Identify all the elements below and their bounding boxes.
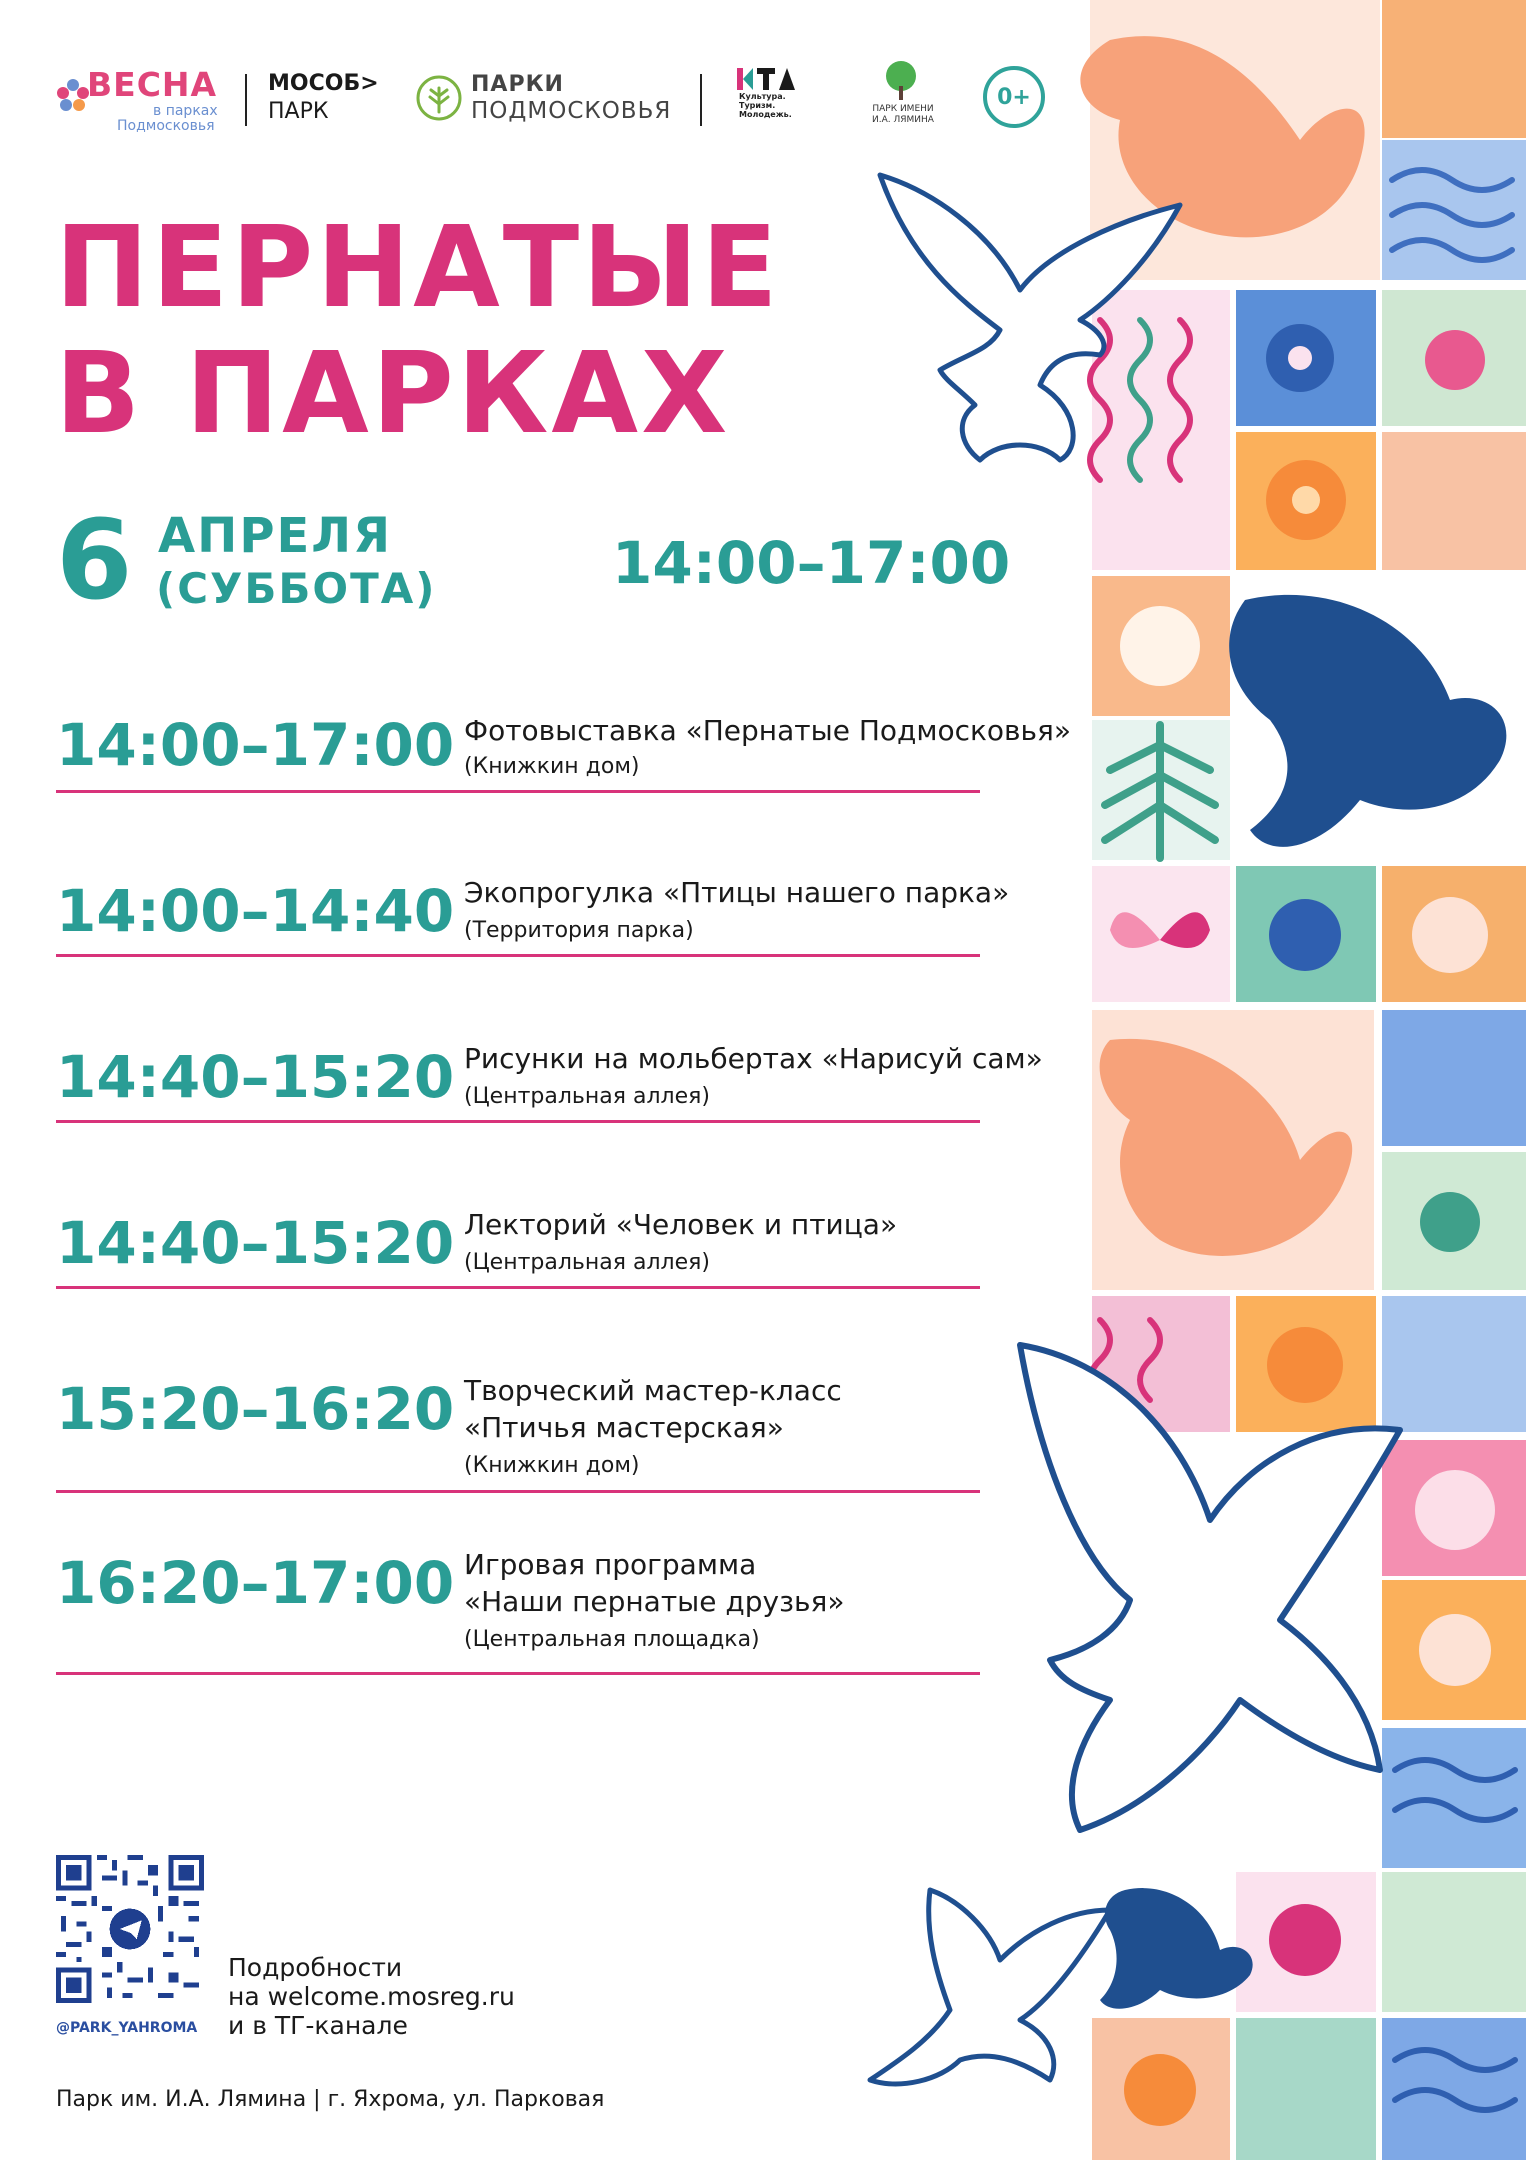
schedule-divider [56, 954, 980, 957]
outline-dove-upper [880, 175, 1180, 460]
vesna-subtitle-1: в парках [153, 103, 218, 119]
schedule-name: Творческий мастер-класс [464, 1374, 842, 1407]
peach-dove-lower [1100, 1039, 1353, 1256]
qr-code[interactable] [56, 1855, 204, 2003]
ktm-mark-icon [737, 66, 801, 92]
schedule-place: (Центральная аллея) [464, 1250, 710, 1275]
ktm-line-2: Туризм. [739, 101, 776, 110]
parki-podmoskovya-logo [415, 68, 685, 128]
mosobpark-line-2: ПАРК [268, 99, 329, 124]
lyamin-line-1: ПАРК ИМЕНИ [872, 104, 934, 114]
vesna-subtitle-2: Подмосковья [117, 118, 215, 134]
lyamin-line-2: И.А. ЛЯМИНА [872, 115, 934, 125]
schedule-time: 16:20–17:00 [56, 1549, 455, 1617]
venue-address: Парк им. И.А. Лямина | г. Яхрома, ул. Парковая [56, 2087, 605, 2112]
navy-dove-middle [1229, 595, 1506, 847]
schedule-name: «Наши пернатые друзья» [464, 1585, 845, 1618]
ktm-line-3: Молодежь. [739, 110, 792, 119]
schedule-place: (Территория парка) [464, 918, 694, 943]
peach-dove-top [1080, 36, 1364, 237]
partner-logos [55, 60, 1065, 135]
culture-tourism-logo [737, 66, 807, 126]
details-line-1: Подробности [228, 1953, 403, 1982]
date-month: АПРЕЛЯ [158, 508, 393, 564]
flower-icon [55, 77, 91, 113]
lyamin-text [853, 104, 953, 126]
schedule-time: 14:40–15:20 [56, 1209, 455, 1277]
schedule-time: 14:40–15:20 [56, 1043, 455, 1111]
schedule-name: Экопрогулка «Птицы нашего парка» [464, 876, 1010, 909]
details-line-3: и в ТГ-канале [228, 2011, 408, 2040]
schedule-name: Рисунки на мольбертах «Нарисуй сам» [464, 1042, 1043, 1075]
leaf-icon [415, 74, 463, 122]
pine-branch [1105, 725, 1215, 858]
schedule-divider [56, 1120, 980, 1123]
title-line-2: В ПАРКАХ [55, 329, 731, 459]
schedule-place: (Книжкин дом) [464, 754, 640, 779]
event-title [55, 205, 815, 457]
tile-flowers [1120, 324, 1495, 2126]
parki-line-2: ПОДМОСКОВЬЯ [471, 98, 672, 124]
outline-dove-large [1020, 1345, 1400, 1830]
mosaic-tiles [1090, 0, 1526, 2160]
schedule-name: Лекторий «Человек и птица» [464, 1208, 898, 1241]
parki-line-1: ПАРКИ [471, 72, 564, 97]
date-weekday: (СУББОТА) [156, 564, 437, 613]
tile-patterns [1090, 170, 1515, 2110]
schedule-divider [56, 1672, 980, 1675]
schedule-divider [56, 790, 980, 793]
logo-divider [245, 74, 247, 126]
butterfly-tile [1092, 866, 1230, 1002]
schedule-name: Фотовыставка «Пернатые Подмосковья» [464, 714, 1072, 747]
details-line-2: на welcome.mosreg.ru [228, 1982, 515, 2011]
schedule-place: (Центральная площадка) [464, 1627, 760, 1652]
logo-divider [700, 74, 702, 126]
mosobpark-logo [268, 70, 379, 126]
social-handle: @PARK_YAHROMA [56, 2020, 198, 2036]
schedule-divider [56, 1490, 980, 1493]
schedule-time: 14:00–17:00 [56, 711, 455, 779]
vesna-title: ВЕСНА [87, 65, 218, 104]
mosobpark-line-1: МОСОБ> [268, 71, 379, 96]
title-line-1: ПЕРНАТЫЕ [55, 203, 781, 333]
date-day: 6 [56, 496, 133, 624]
vesna-logo [55, 65, 225, 134]
age-rating-badge: 0+ [983, 66, 1045, 128]
outline-dove-small [870, 1890, 1110, 2084]
lyamin-park-logo [853, 60, 953, 132]
tree-icon [882, 60, 920, 100]
schedule-time: 14:00–14:40 [56, 877, 455, 945]
date-time-range: 14:00–17:00 [612, 529, 1011, 597]
schedule-place: (Книжкин дом) [464, 1453, 640, 1478]
schedule-name: «Птичья мастерская» [464, 1411, 784, 1444]
schedule-place: (Центральная аллея) [464, 1084, 710, 1109]
navy-dove-small [1100, 1888, 1253, 2009]
details-text [228, 1953, 515, 2040]
ktm-text [739, 92, 792, 119]
schedule-name: Игровая программа [464, 1548, 757, 1581]
ktm-line-1: Культура. [739, 92, 786, 101]
schedule-divider [56, 1286, 980, 1289]
schedule-time: 15:20–16:20 [56, 1375, 455, 1443]
